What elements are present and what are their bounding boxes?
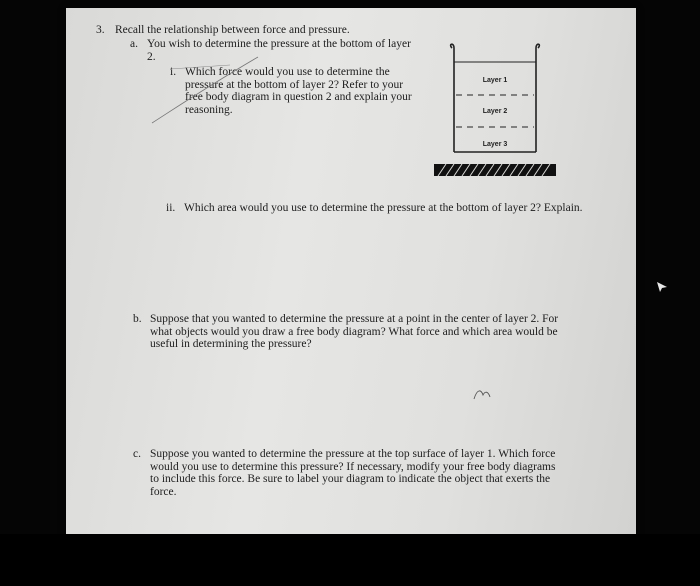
- part-a-ii-text: Which area would you use to determine the pressure at the bottom of layer 2? Explain.: [184, 202, 583, 214]
- pencil-scribble: [473, 387, 491, 401]
- part-b-marker: b.: [133, 313, 142, 325]
- part-a-ii-marker: ii.: [166, 202, 176, 214]
- part-a-i-marker: i.: [170, 66, 177, 78]
- pencil-mark: [150, 55, 260, 125]
- layer-1-label: Layer 1: [482, 77, 508, 84]
- part-a-i-text: Which force would you use to determine the pressure at the bottom of layer 2? Refer to your free body diagram in question 2 and explain your reasoning.: [185, 66, 412, 116]
- part-a-marker: a.: [130, 38, 138, 50]
- question-number: 3.: [96, 24, 105, 36]
- question-prompt: Recall the relationship between force and pressure.: [115, 24, 350, 36]
- layer-3-label: Layer 3: [482, 141, 508, 148]
- layer-2-label: Layer 2: [482, 108, 508, 115]
- cursor-arrow-icon: [655, 280, 669, 294]
- screen-bottom-bar: [0, 534, 700, 586]
- part-b-text: Suppose that you wanted to determine the pressure at a point in the center of layer 2. For what objects would you draw a free body diagram? What force and which area would be useful in determining the pressure?: [150, 313, 559, 350]
- part-c-text: Suppose you wanted to determine the pressure at the top surface of layer 1. Which force would you use to determine this pressure? If necessary, modify your free body diagrams to include this force. Be sure to label your diagram to indicate the object that exerts the force.: [150, 448, 556, 498]
- part-c-marker: c.: [133, 448, 141, 460]
- layered-container-diagram: [430, 40, 560, 180]
- part-a-text: You wish to determine the pressure at the bottom of layer 2.: [147, 38, 411, 63]
